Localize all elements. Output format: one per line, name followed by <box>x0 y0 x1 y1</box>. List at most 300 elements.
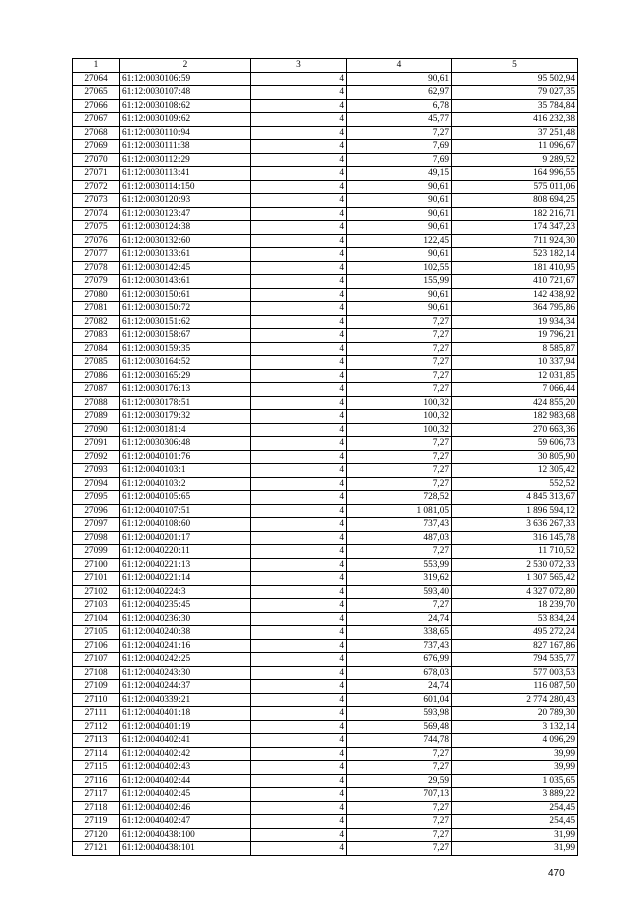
table-row <box>73 302 578 316</box>
table-row <box>73 167 578 181</box>
specific-value-cell: 62,97 <box>347 86 452 100</box>
specific-value-cell: 7,27 <box>347 464 452 478</box>
cadastral-value-cell: 711 924,30 <box>452 234 578 248</box>
specific-value-cell: 7,27 <box>347 828 452 842</box>
table-row <box>73 113 578 127</box>
table-row <box>73 639 578 653</box>
cadastral-number-cell: 61:12:0040221:13 <box>120 558 251 572</box>
cadastral-value-cell: 794 535,77 <box>452 653 578 667</box>
group-code-cell: 4 <box>251 275 347 289</box>
cadastral-value-cell: 182 216,71 <box>452 207 578 221</box>
row-number-cell: 27106 <box>73 639 120 653</box>
table-row <box>73 464 578 478</box>
cadastral-number-cell: 61:12:0040220:11 <box>120 545 251 559</box>
group-code-cell: 4 <box>251 383 347 397</box>
group-code-cell: 4 <box>251 585 347 599</box>
row-number-cell: 27086 <box>73 369 120 383</box>
table-row <box>73 180 578 194</box>
cadastral-number-cell: 61:12:0030120:93 <box>120 194 251 208</box>
cadastral-value-cell: 4 327 072,80 <box>452 585 578 599</box>
cadastral-number-cell: 61:12:0040108:60 <box>120 518 251 532</box>
specific-value-cell: 7,27 <box>347 801 452 815</box>
group-code-cell: 4 <box>251 842 347 856</box>
group-code-cell: 4 <box>251 464 347 478</box>
group-code-cell: 4 <box>251 572 347 586</box>
specific-value-cell: 737,43 <box>347 639 452 653</box>
cadastral-number-cell: 61:12:0030158:67 <box>120 329 251 343</box>
cadastral-value-cell: 416 232,38 <box>452 113 578 127</box>
table-row <box>73 450 578 464</box>
cadastral-value-cell: 495 272,24 <box>452 626 578 640</box>
table-row <box>73 815 578 829</box>
specific-value-cell: 7,27 <box>347 477 452 491</box>
group-code-cell: 4 <box>251 815 347 829</box>
group-code-cell: 4 <box>251 221 347 235</box>
cadastral-value-cell: 142 438,92 <box>452 288 578 302</box>
specific-value-cell: 338,65 <box>347 626 452 640</box>
specific-value-cell: 7,27 <box>347 342 452 356</box>
group-code-cell: 4 <box>251 828 347 842</box>
cadastral-value-cell: 39,99 <box>452 747 578 761</box>
row-number-cell: 27107 <box>73 653 120 667</box>
specific-value-cell: 90,61 <box>347 248 452 262</box>
cadastral-value-cell: 577 003,53 <box>452 666 578 680</box>
group-code-cell: 4 <box>251 531 347 545</box>
row-number-cell: 27100 <box>73 558 120 572</box>
cadastral-number-cell: 61:12:0040236:30 <box>120 612 251 626</box>
group-code-cell: 4 <box>251 140 347 154</box>
specific-value-cell: 155,99 <box>347 275 452 289</box>
group-code-cell: 4 <box>251 329 347 343</box>
specific-value-cell: 90,61 <box>347 194 452 208</box>
cadastral-value-cell: 164 996,55 <box>452 167 578 181</box>
specific-value-cell: 7,27 <box>347 329 452 343</box>
group-code-cell: 4 <box>251 356 347 370</box>
group-code-cell: 4 <box>251 477 347 491</box>
table-row <box>73 153 578 167</box>
cadastral-number-cell: 61:12:0030178:51 <box>120 396 251 410</box>
row-number-cell: 27076 <box>73 234 120 248</box>
row-number-cell: 27094 <box>73 477 120 491</box>
cadastral-value-cell: 19 796,21 <box>452 329 578 343</box>
cadastral-value-cell: 9 289,52 <box>452 153 578 167</box>
specific-value-cell: 49,15 <box>347 167 452 181</box>
cadastral-value-cell: 4 096,29 <box>452 734 578 748</box>
table-row <box>73 707 578 721</box>
specific-value-cell: 122,45 <box>347 234 452 248</box>
table-row <box>73 828 578 842</box>
cadastral-number-cell: 61:12:0040402:42 <box>120 747 251 761</box>
cadastral-number-cell: 61:12:0040339:21 <box>120 693 251 707</box>
cadastral-value-cell: 18 239,70 <box>452 599 578 613</box>
row-number-cell: 27083 <box>73 329 120 343</box>
cadastral-number-cell: 61:12:0030109:62 <box>120 113 251 127</box>
table-row <box>73 680 578 694</box>
row-number-cell: 27065 <box>73 86 120 100</box>
cadastral-value-cell: 1 896 594,12 <box>452 504 578 518</box>
group-code-cell: 4 <box>251 666 347 680</box>
row-number-cell: 27077 <box>73 248 120 262</box>
cadastral-number-cell: 61:12:0040402:45 <box>120 788 251 802</box>
row-number-cell: 27113 <box>73 734 120 748</box>
table-row <box>73 545 578 559</box>
group-code-cell: 4 <box>251 639 347 653</box>
cadastral-number-cell: 61:12:0040241:16 <box>120 639 251 653</box>
cadastral-value-cell: 7 066,44 <box>452 383 578 397</box>
row-number-cell: 27093 <box>73 464 120 478</box>
cadastral-value-cell: 39,99 <box>452 761 578 775</box>
cadastral-value-cell: 31,99 <box>452 828 578 842</box>
table-row <box>73 72 578 86</box>
specific-value-cell: 7,27 <box>347 383 452 397</box>
table-row <box>73 356 578 370</box>
group-code-cell: 4 <box>251 707 347 721</box>
specific-value-cell: 7,27 <box>347 315 452 329</box>
table-row <box>73 248 578 262</box>
specific-value-cell: 744,78 <box>347 734 452 748</box>
group-code-cell: 4 <box>251 261 347 275</box>
table-row <box>73 693 578 707</box>
cadastral-value-cell: 79 027,35 <box>452 86 578 100</box>
row-number-cell: 27066 <box>73 99 120 113</box>
cadastral-value-cell: 3 132,14 <box>452 720 578 734</box>
group-code-cell: 4 <box>251 720 347 734</box>
group-code-cell: 4 <box>251 504 347 518</box>
group-code-cell: 4 <box>251 599 347 613</box>
specific-value-cell: 24,74 <box>347 612 452 626</box>
cadastral-value-cell: 30 805,90 <box>452 450 578 464</box>
cadastral-number-cell: 61:12:0030159:35 <box>120 342 251 356</box>
cadastral-number-cell: 61:12:0030150:61 <box>120 288 251 302</box>
cadastral-value-cell: 8 585,87 <box>452 342 578 356</box>
cadastral-value-cell: 35 784,84 <box>452 99 578 113</box>
group-code-cell: 4 <box>251 167 347 181</box>
specific-value-cell: 29,59 <box>347 774 452 788</box>
row-number-cell: 27091 <box>73 437 120 451</box>
specific-value-cell: 7,27 <box>347 450 452 464</box>
row-number-cell: 27064 <box>73 72 120 86</box>
cadastral-number-cell: 61:12:0040105:65 <box>120 491 251 505</box>
specific-value-cell: 319,62 <box>347 572 452 586</box>
header-col-1: 1 <box>73 59 120 73</box>
table-row <box>73 288 578 302</box>
cadastral-number-cell: 61:12:0030165:29 <box>120 369 251 383</box>
group-code-cell: 4 <box>251 194 347 208</box>
specific-value-cell: 487,03 <box>347 531 452 545</box>
cadastral-value-cell: 254,45 <box>452 815 578 829</box>
group-code-cell: 4 <box>251 342 347 356</box>
specific-value-cell: 45,77 <box>347 113 452 127</box>
table-row <box>73 410 578 424</box>
specific-value-cell: 1 081,05 <box>347 504 452 518</box>
cadastral-number-cell: 61:12:0040103:1 <box>120 464 251 478</box>
cadastral-number-cell: 61:12:0030113:41 <box>120 167 251 181</box>
specific-value-cell: 100,32 <box>347 423 452 437</box>
cadastral-number-cell: 61:12:0040242:25 <box>120 653 251 667</box>
group-code-cell: 4 <box>251 315 347 329</box>
table-row <box>73 275 578 289</box>
row-number-cell: 27084 <box>73 342 120 356</box>
cadastral-value-cell: 37 251,48 <box>452 126 578 140</box>
row-number-cell: 27119 <box>73 815 120 829</box>
specific-value-cell: 7,27 <box>347 437 452 451</box>
row-number-cell: 27115 <box>73 761 120 775</box>
group-code-cell: 4 <box>251 558 347 572</box>
group-code-cell: 4 <box>251 410 347 424</box>
cadastral-number-cell: 61:12:0030150:72 <box>120 302 251 316</box>
cadastral-value-cell: 2 530 072,33 <box>452 558 578 572</box>
cadastral-number-cell: 61:12:0030132:60 <box>120 234 251 248</box>
table-row <box>73 801 578 815</box>
table-row <box>73 329 578 343</box>
row-number-cell: 27092 <box>73 450 120 464</box>
cadastral-number-cell: 61:12:0040107:51 <box>120 504 251 518</box>
header-col-4: 4 <box>347 59 452 73</box>
group-code-cell: 4 <box>251 734 347 748</box>
cadastral-number-cell: 61:12:0040438:101 <box>120 842 251 856</box>
specific-value-cell: 7,27 <box>347 747 452 761</box>
cadastral-number-cell: 61:12:0040402:47 <box>120 815 251 829</box>
table-row <box>73 342 578 356</box>
cadastral-number-cell: 61:12:0040402:43 <box>120 761 251 775</box>
group-code-cell: 4 <box>251 653 347 667</box>
cadastral-value-cell: 181 410,95 <box>452 261 578 275</box>
group-code-cell: 4 <box>251 423 347 437</box>
header-col-3: 3 <box>251 59 347 73</box>
group-code-cell: 4 <box>251 86 347 100</box>
specific-value-cell: 90,61 <box>347 72 452 86</box>
table-row <box>73 140 578 154</box>
row-number-cell: 27067 <box>73 113 120 127</box>
specific-value-cell: 90,61 <box>347 221 452 235</box>
group-code-cell: 4 <box>251 693 347 707</box>
group-code-cell: 4 <box>251 180 347 194</box>
row-number-cell: 27085 <box>73 356 120 370</box>
row-number-cell: 27117 <box>73 788 120 802</box>
specific-value-cell: 100,32 <box>347 410 452 424</box>
group-code-cell: 4 <box>251 72 347 86</box>
cadastral-number-cell: 61:12:0030179:32 <box>120 410 251 424</box>
cadastral-number-cell: 61:12:0040240:38 <box>120 626 251 640</box>
specific-value-cell: 728,52 <box>347 491 452 505</box>
specific-value-cell: 24,74 <box>347 680 452 694</box>
specific-value-cell: 7,69 <box>347 153 452 167</box>
row-number-cell: 27096 <box>73 504 120 518</box>
cadastral-number-cell: 61:12:0040103:2 <box>120 477 251 491</box>
row-number-cell: 27112 <box>73 720 120 734</box>
cadastral-value-cell: 1 307 565,42 <box>452 572 578 586</box>
row-number-cell: 27102 <box>73 585 120 599</box>
row-number-cell: 27082 <box>73 315 120 329</box>
cadastral-value-cell: 827 167,86 <box>452 639 578 653</box>
table-row <box>73 585 578 599</box>
group-code-cell: 4 <box>251 99 347 113</box>
cadastral-number-cell: 61:12:0030176:13 <box>120 383 251 397</box>
cadastral-value-cell: 11 710,52 <box>452 545 578 559</box>
cadastral-value-cell: 575 011,06 <box>452 180 578 194</box>
group-code-cell: 4 <box>251 450 347 464</box>
table-row <box>73 221 578 235</box>
cadastral-number-cell: 61:12:0040221:14 <box>120 572 251 586</box>
cadastral-value-cell: 410 721,67 <box>452 275 578 289</box>
row-number-cell: 27095 <box>73 491 120 505</box>
specific-value-cell: 737,43 <box>347 518 452 532</box>
group-code-cell: 4 <box>251 788 347 802</box>
group-code-cell: 4 <box>251 302 347 316</box>
cadastral-value-cell: 20 789,30 <box>452 707 578 721</box>
row-number-cell: 27090 <box>73 423 120 437</box>
specific-value-cell: 90,61 <box>347 302 452 316</box>
cadastral-number-cell: 61:12:0030124:38 <box>120 221 251 235</box>
table-row <box>73 788 578 802</box>
header-col-5: 5 <box>452 59 578 73</box>
row-number-cell: 27068 <box>73 126 120 140</box>
table-row <box>73 734 578 748</box>
cadastral-number-cell: 61:12:0030107:48 <box>120 86 251 100</box>
table-row <box>73 369 578 383</box>
group-code-cell: 4 <box>251 234 347 248</box>
page-number: 470 <box>548 868 565 879</box>
table-row <box>73 194 578 208</box>
cadastral-number-cell: 61:12:0040244:37 <box>120 680 251 694</box>
group-code-cell: 4 <box>251 612 347 626</box>
cadastral-number-cell: 61:12:0030106:59 <box>120 72 251 86</box>
cadastral-number-cell: 61:12:0040402:41 <box>120 734 251 748</box>
table-row <box>73 261 578 275</box>
cadastral-number-cell: 61:12:0040201:17 <box>120 531 251 545</box>
row-number-cell: 27121 <box>73 842 120 856</box>
cadastral-number-cell: 61:12:0040101:76 <box>120 450 251 464</box>
cadastral-value-cell: 4 845 313,67 <box>452 491 578 505</box>
cadastral-value-table <box>72 58 578 856</box>
table-row <box>73 126 578 140</box>
row-number-cell: 27105 <box>73 626 120 640</box>
cadastral-number-cell: 61:12:0040224:3 <box>120 585 251 599</box>
table-row <box>73 572 578 586</box>
cadastral-number-cell: 61:12:0030133:61 <box>120 248 251 262</box>
group-code-cell: 4 <box>251 396 347 410</box>
row-number-cell: 27118 <box>73 801 120 815</box>
specific-value-cell: 90,61 <box>347 180 452 194</box>
cadastral-value-cell: 10 337,94 <box>452 356 578 370</box>
specific-value-cell: 90,61 <box>347 288 452 302</box>
group-code-cell: 4 <box>251 518 347 532</box>
cadastral-value-cell: 53 834,24 <box>452 612 578 626</box>
specific-value-cell: 676,99 <box>347 653 452 667</box>
row-number-cell: 27104 <box>73 612 120 626</box>
cadastral-number-cell: 61:12:0030151:62 <box>120 315 251 329</box>
row-number-cell: 27087 <box>73 383 120 397</box>
row-number-cell: 27110 <box>73 693 120 707</box>
specific-value-cell: 7,27 <box>347 356 452 370</box>
cadastral-number-cell: 61:12:0040235:45 <box>120 599 251 613</box>
cadastral-number-cell: 61:12:0030108:62 <box>120 99 251 113</box>
cadastral-value-cell: 552,52 <box>452 477 578 491</box>
cadastral-number-cell: 61:12:0030142:45 <box>120 261 251 275</box>
table-row <box>73 99 578 113</box>
table-row <box>73 626 578 640</box>
specific-value-cell: 7,27 <box>347 761 452 775</box>
table-row <box>73 207 578 221</box>
cadastral-value-cell: 1 035,65 <box>452 774 578 788</box>
cadastral-value-cell: 95 502,94 <box>452 72 578 86</box>
cadastral-value-cell: 12 031,85 <box>452 369 578 383</box>
table-row <box>73 491 578 505</box>
row-number-cell: 27108 <box>73 666 120 680</box>
group-code-cell: 4 <box>251 545 347 559</box>
cadastral-number-cell: 61:12:0040401:18 <box>120 707 251 721</box>
group-code-cell: 4 <box>251 437 347 451</box>
row-number-cell: 27078 <box>73 261 120 275</box>
cadastral-number-cell: 61:12:0040402:46 <box>120 801 251 815</box>
cadastral-value-cell: 31,99 <box>452 842 578 856</box>
row-number-cell: 27072 <box>73 180 120 194</box>
specific-value-cell: 593,98 <box>347 707 452 721</box>
table-row <box>73 720 578 734</box>
table-row <box>73 315 578 329</box>
cadastral-value-cell: 364 795,86 <box>452 302 578 316</box>
group-code-cell: 4 <box>251 680 347 694</box>
cadastral-number-cell: 61:12:0030123:47 <box>120 207 251 221</box>
cadastral-number-cell: 61:12:0030111:38 <box>120 140 251 154</box>
table-row <box>73 612 578 626</box>
cadastral-number-cell: 61:12:0030181:4 <box>120 423 251 437</box>
specific-value-cell: 678,03 <box>347 666 452 680</box>
cadastral-value-cell: 182 983,68 <box>452 410 578 424</box>
table-row <box>73 423 578 437</box>
table-row <box>73 599 578 613</box>
table-body <box>73 72 578 855</box>
group-code-cell: 4 <box>251 207 347 221</box>
group-code-cell: 4 <box>251 801 347 815</box>
group-code-cell: 4 <box>251 369 347 383</box>
table-row <box>73 383 578 397</box>
table-row <box>73 477 578 491</box>
cadastral-value-cell: 2 774 280,43 <box>452 693 578 707</box>
table-row <box>73 558 578 572</box>
specific-value-cell: 7,69 <box>347 140 452 154</box>
cadastral-value-cell: 12 305,42 <box>452 464 578 478</box>
cadastral-value-cell: 254,45 <box>452 801 578 815</box>
specific-value-cell: 7,27 <box>347 815 452 829</box>
row-number-cell: 27069 <box>73 140 120 154</box>
row-number-cell: 27081 <box>73 302 120 316</box>
row-number-cell: 27088 <box>73 396 120 410</box>
row-number-cell: 27097 <box>73 518 120 532</box>
row-number-cell: 27103 <box>73 599 120 613</box>
table-row <box>73 531 578 545</box>
cadastral-value-cell: 19 934,34 <box>452 315 578 329</box>
cadastral-value-cell: 3 889,22 <box>452 788 578 802</box>
row-number-cell: 27075 <box>73 221 120 235</box>
table-row <box>73 396 578 410</box>
cadastral-value-cell: 59 606,73 <box>452 437 578 451</box>
specific-value-cell: 7,27 <box>347 369 452 383</box>
cadastral-value-cell: 808 694,25 <box>452 194 578 208</box>
specific-value-cell: 601,04 <box>347 693 452 707</box>
specific-value-cell: 7,27 <box>347 842 452 856</box>
group-code-cell: 4 <box>251 761 347 775</box>
cadastral-number-cell: 61:12:0040402:44 <box>120 774 251 788</box>
row-number-cell: 27071 <box>73 167 120 181</box>
group-code-cell: 4 <box>251 248 347 262</box>
row-number-cell: 27120 <box>73 828 120 842</box>
row-number-cell: 27116 <box>73 774 120 788</box>
row-number-cell: 27101 <box>73 572 120 586</box>
row-number-cell: 27073 <box>73 194 120 208</box>
group-code-cell: 4 <box>251 491 347 505</box>
row-number-cell: 27089 <box>73 410 120 424</box>
